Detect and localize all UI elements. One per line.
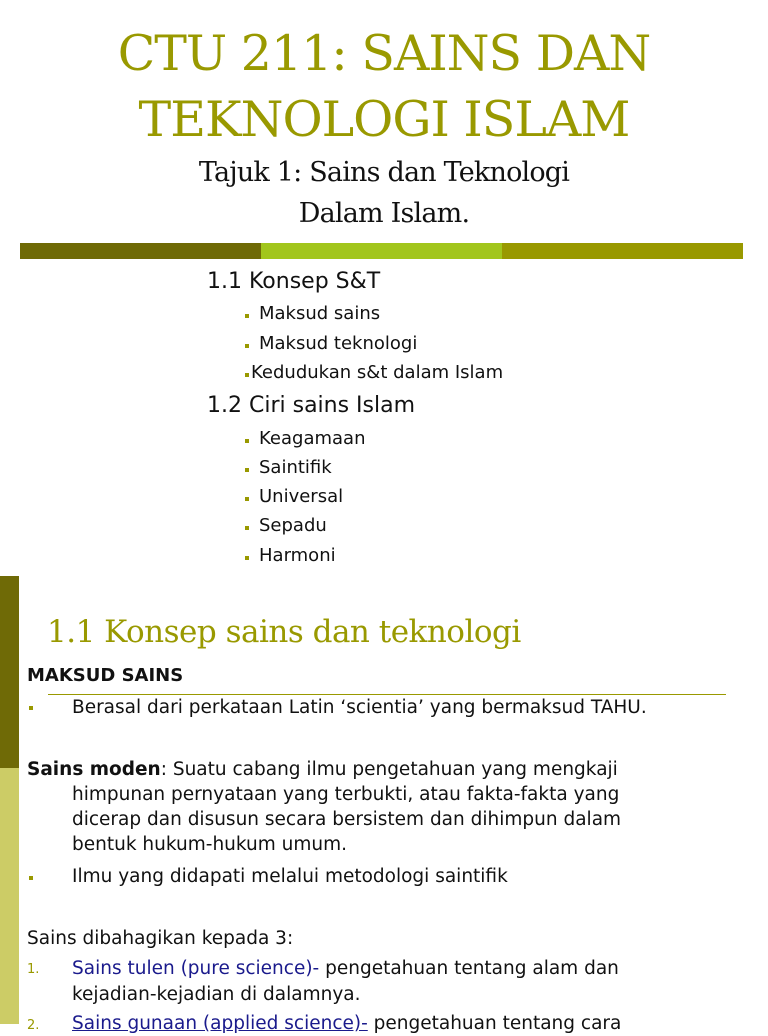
slide-title-line-1: CTU 211: SAINS DAN (117, 25, 651, 82)
bullet-icon (29, 876, 33, 880)
list-item: Sepadu (259, 515, 327, 536)
color-bar-olive (502, 243, 743, 259)
sains-tulen-definition: pengetahuan tentang alam dan (319, 958, 619, 979)
heading-maksud-sains: MAKSUD SAINS (27, 665, 184, 686)
paragraph-sains-moden-line-1 (27, 757, 618, 782)
slide-2-title: 1.1 Konsep sains dan teknologi (47, 614, 521, 650)
bullet-icon (245, 468, 249, 472)
list-item: Kedudukan s&t dalam Islam (251, 362, 504, 383)
list-item: Maksud sains (259, 303, 381, 324)
bullet-icon (245, 526, 249, 530)
section-heading-konsep: 1.1 Konsep S&T (207, 269, 381, 294)
term-sains-gunaan: Sains gunaan (applied science)- (72, 1013, 368, 1034)
paragraph-latin-origin: Berasal dari perkataan Latin ‘scientia’ yang bermaksud TAHU. (72, 697, 647, 718)
list-item: Universal (259, 486, 344, 507)
bullet-icon (245, 314, 249, 318)
paragraph-sains-moden-line-2: himpunan pernyataan yang terbukti, atau fakta-fakta yang (72, 784, 620, 805)
paragraph-sains-moden-line-3: dicerap dan disusun secara bersistem dan dihimpun dalam (72, 809, 622, 830)
section-heading-ciri: 1.2 Ciri sains Islam (207, 393, 416, 418)
term-sains-moden: Sains moden (27, 759, 161, 780)
slide-2 (0, 576, 768, 1034)
bullet-icon (29, 706, 33, 710)
list-item: Maksud teknologi (259, 333, 418, 354)
list-item: Harmoni (259, 545, 336, 566)
list-number: 2. (27, 1018, 40, 1033)
list-number: 1. (27, 962, 40, 977)
paragraph-metodologi: Ilmu yang didapati melalui metodologi saintifik (72, 866, 508, 887)
paragraph-dibahagikan: Sains dibahagikan kepada 3: (27, 928, 294, 949)
slide-subtitle-line-1: Tajuk 1: Sains dan Teknologi (198, 157, 570, 188)
paragraph-sains-moden-line-4: bentuk hukum-hukum umum. (72, 834, 348, 855)
color-bar-lime (261, 243, 502, 259)
bullet-icon (245, 556, 249, 560)
list-item: Keagamaan (259, 428, 366, 449)
sidebar-accent-dark (0, 576, 19, 768)
term-sains-tulen: Sains tulen (pure science)- (72, 958, 320, 979)
bullet-icon (245, 439, 249, 443)
bullet-icon (245, 373, 249, 377)
bullet-icon (245, 497, 249, 501)
sains-moden-definition: : Suatu cabang ilmu pengetahuan yang mengkaji (160, 759, 618, 780)
decorative-color-bars (20, 243, 743, 259)
sains-gunaan-definition: pengetahuan tentang cara (367, 1013, 622, 1034)
bullet-icon (245, 344, 249, 348)
list-item-sains-tulen (72, 956, 619, 981)
list-item: Saintifik (259, 457, 332, 478)
list-item-sains-tulen-line-2: kejadian-kejadian di dalamnya. (72, 984, 361, 1005)
slide-title-line-2: TEKNOLOGI ISLAM (138, 91, 630, 148)
sidebar-accent-light (0, 768, 19, 1024)
slide-subtitle-line-2: Dalam Islam. (298, 198, 470, 229)
color-bar-dark (20, 243, 261, 259)
